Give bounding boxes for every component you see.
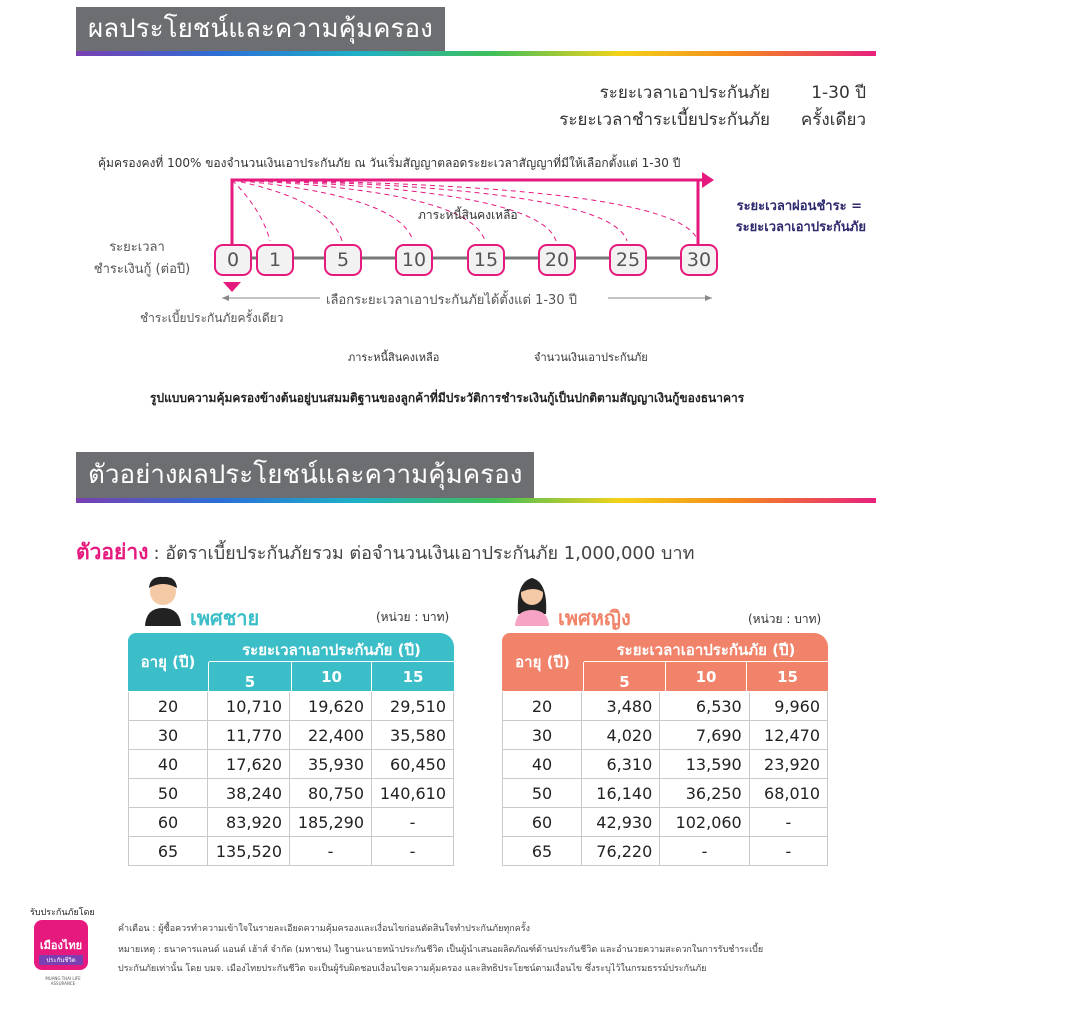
rate-cell: 19,620 [290,692,372,721]
muang-thai-logo [34,920,88,970]
rate-cell: - [749,837,827,866]
footer-warning: คำเตือน : ผู้ซื้อควรทำความเข้าใจในรายละเอียดความคุ้มครองและเงื่อนไขก่อนตัดสินใจทำประกันภัยทุกครั้ง [118,924,530,934]
rate-cell: 68,010 [749,779,827,808]
male-unit: (หน่วย : บาท) [376,610,450,624]
rate-cell: 29,510 [372,692,454,721]
age-cell: 50 [129,779,208,808]
table-row [129,750,454,779]
start-marker [223,282,241,292]
example-label: ตัวอย่าง [76,540,149,564]
table-row [129,837,454,866]
female-unit: (หน่วย : บาท) [748,612,822,626]
footer-note-2: ประกันภัยเท่านั้น โดย บมจ. เมืองไทยประกันชีวิต จะเป็นผู้รับผิดชอบเงื่อนไขความคุ้มครอง และสิทธิประโยชน์ตามเงื่อนไข ซึ่งระบุไว้ในกรมธรรม์ประกันภัย [118,964,707,974]
assumption-text: รูปแบบความคุ้มครองข้างต้นอยู่บนสมมติฐานของลูกค้าที่มีประวัติการชำระเงินกู้เป็นปกติตามสัญญาเงินกู้ของธนาคาร [150,391,745,405]
rate-cell: 9,960 [749,692,827,721]
rate-cell: 140,610 [372,779,454,808]
legend-sum: จำนวนเงินเอาประกันภัย [534,351,648,364]
coverage-term-label: ระยะเวลาเอาประกันภัย [599,83,770,103]
table-row [129,779,454,808]
male-period-10: 10 [321,668,342,686]
rate-cell: 17,620 [208,750,290,779]
coverage-term-value: 1-30 ปี [811,83,866,103]
rate-cell: 7,690 [660,721,749,750]
example-line [76,536,694,569]
right-note-1: ระยะเวลาผ่อนชำระ = [736,199,862,214]
rate-cell: 11,770 [208,721,290,750]
female-period-15: 15 [777,668,798,686]
table-row [503,779,828,808]
female-rate-table [502,692,828,866]
rate-cell: 4,020 [582,721,660,750]
rate-cell: 35,930 [290,750,372,779]
table-row [503,750,828,779]
rate-cell: 35,580 [372,721,454,750]
logo-english: MUANG THAI LIFE ASSURANCE [45,976,81,986]
section1-title: ผลประโยชน์และความคุ้มครอง [76,7,445,51]
rate-cell: 102,060 [660,808,749,837]
rate-cell: 6,310 [582,750,660,779]
female-period-header: ระยะเวลาเอาประกันภัย (ปี) [616,641,796,659]
rate-cell: 12,470 [749,721,827,750]
section2-title: ตัวอย่างผลประโยชน์และความคุ้มครอง [76,452,534,498]
table-row [129,808,454,837]
female-title: เพศหญิง [558,606,631,630]
table-row [129,692,454,721]
age-cell: 20 [129,692,208,721]
rate-cell: 60,450 [372,750,454,779]
year-marker: 25 [609,244,647,276]
rate-cell: 185,290 [290,808,372,837]
rate-cell: 83,920 [208,808,290,837]
rate-cell: 135,520 [208,837,290,866]
underwriter-label: รับประกันภัยโดย [30,908,95,918]
table-row [503,837,828,866]
year-marker: 1 [256,244,294,276]
rate-cell: 38,240 [208,779,290,808]
rate-cell: 23,920 [749,750,827,779]
female-age-header: อายุ (ปี) [515,653,570,671]
pay-once-text: ชำระเบี้ยประกันภัยครั้งเดียว [140,311,284,325]
male-rate-table [128,692,454,866]
rate-cell: - [749,808,827,837]
premium-term-label: ระยะเวลาชำระเบี้ยประกันภัย [559,110,770,130]
rate-cell: 36,250 [660,779,749,808]
rate-cell: 10,710 [208,692,290,721]
rate-cell: - [660,837,749,866]
section1-divider [76,51,876,56]
male-period-5: 5 [244,673,256,691]
year-markers [214,244,734,274]
left-label-2: ชำระเงินกู้ (ต่อปี) [93,262,191,277]
rate-cell: 13,590 [660,750,749,779]
logo-sub: ประกันชีวิต [39,955,83,965]
year-marker: 10 [395,244,433,276]
rate-cell: 16,140 [582,779,660,808]
example-text: : อัตราเบี้ยประกันภัยรวม ต่อจำนวนเงินเอาประกันภัย 1,000,000 บาท [153,543,695,564]
age-cell: 65 [129,837,208,866]
table-row [129,721,454,750]
male-avatar-icon [142,574,184,626]
age-cell: 50 [503,779,582,808]
male-title: เพศชาย [190,606,260,630]
age-cell: 60 [129,808,208,837]
rate-cell: - [372,808,454,837]
rate-cell: 80,750 [290,779,372,808]
coverage-arrow [702,172,714,188]
rate-cell: - [290,837,372,866]
left-label-1: ระยะเวลา [109,240,165,255]
section2-divider [76,498,876,503]
table-row [503,721,828,750]
age-cell: 20 [503,692,582,721]
age-cell: 30 [129,721,208,750]
debt-label: ภาระหนี้สินคงเหลือ [418,208,518,222]
female-avatar-icon [512,574,552,626]
legend-debt: ภาระหนี้สินคงเหลือ [348,351,440,364]
right-note-2: ระยะเวลาเอาประกันภัย [735,220,866,235]
footer-note-1: หมายเหตุ : ธนาคารแลนด์ แอนด์ เฮ้าส์ จำกัด (มหาชน) ในฐานะนายหน้าประกันชีวิต เป็นผู้นำเสนอผลิตภัณฑ์ด้านประกันชีวิต และอำนวยความสะดวกในการรับชำระเบี้ย [118,945,764,955]
premium-term-value: ครั้งเดียว [800,110,866,130]
male-period-15: 15 [402,668,424,686]
logo-text: เมืองไทย [39,939,83,952]
age-cell: 30 [503,721,582,750]
range-text: เลือกระยะเวลาเอาประกันภัยได้ตั้งแต่ 1-30 ปี [326,293,577,308]
rate-cell: 76,220 [582,837,660,866]
year-marker: 30 [680,244,718,276]
year-marker: 5 [324,244,362,276]
rate-cell: 22,400 [290,721,372,750]
rate-cell: 42,930 [582,808,660,837]
female-period-10: 10 [695,668,717,686]
table-row [503,692,828,721]
age-cell: 40 [129,750,208,779]
rate-cell: 3,480 [582,692,660,721]
year-marker: 20 [538,244,576,276]
year-marker: 15 [467,244,505,276]
male-age-header: อายุ (ปี) [140,653,196,671]
female-period-5: 5 [619,673,630,691]
age-cell: 40 [503,750,582,779]
age-cell: 60 [503,808,582,837]
year-marker: 0 [214,244,252,276]
rate-cell: - [372,837,454,866]
male-period-header: ระยะเวลาเอาประกันภัย (ปี) [242,641,421,659]
age-cell: 65 [503,837,582,866]
diagram-top-text: คุ้มครองคงที่ 100% ของจำนวนเงินเอาประกันภัย ณ วันเริ่มสัญญาตลอดระยะเวลาสัญญาที่มีให้เลือกตั้งแต่ 1-30 ปี [98,156,681,170]
table-row [503,808,828,837]
rate-cell: 6,530 [660,692,749,721]
